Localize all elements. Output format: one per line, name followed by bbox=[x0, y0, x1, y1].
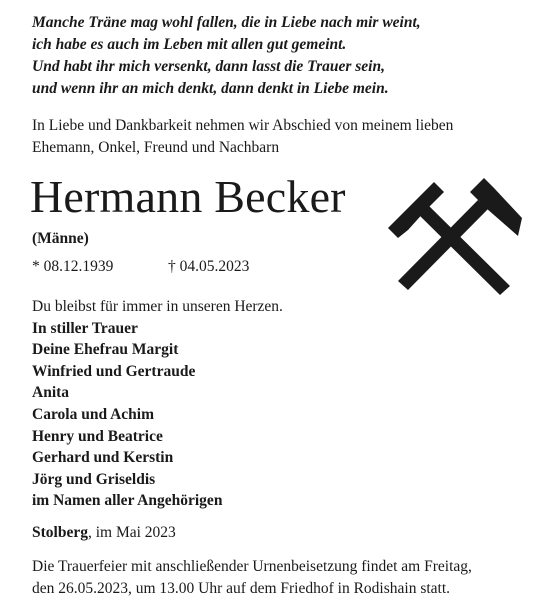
poem-line: und wenn ihr an mich denkt, dann denkt in Liebe mein. bbox=[32, 80, 389, 97]
place-city: Stolberg bbox=[32, 524, 88, 541]
ceremony-line: Die Trauerfeier mit anschließender Urnenbeisetzung findet am Freitag, bbox=[32, 558, 472, 575]
family-line: Winfried und Gertraude bbox=[32, 362, 196, 380]
place-date bbox=[32, 522, 176, 544]
family-line: Carola und Achim bbox=[32, 405, 155, 423]
family-list bbox=[32, 318, 532, 512]
family-line: Anita bbox=[32, 384, 70, 402]
life-dates bbox=[32, 256, 250, 278]
family-line: Gerhard und Kerstin bbox=[32, 449, 174, 467]
family-line: Jörg und Griseldis bbox=[32, 470, 156, 488]
poem-line: Manche Träne mag wohl fallen, die in Liebe nach mir weint, bbox=[32, 14, 421, 31]
death-date: † 04.05.2023 bbox=[168, 258, 250, 275]
crossed-hammers-icon bbox=[386, 178, 524, 298]
family-line: Henry und Beatrice bbox=[32, 427, 163, 445]
family-line: im Namen aller Angehörigen bbox=[32, 492, 223, 510]
poem-line: Und habt ihr mich versenkt, dann lasst die Trauer sein, bbox=[32, 58, 385, 75]
hammer-right bbox=[398, 178, 522, 290]
deceased-name: Hermann Becker bbox=[30, 171, 346, 222]
poem-line: ich habe es auch im Leben mit allen gut gemeint. bbox=[32, 36, 347, 53]
ceremony-info bbox=[32, 556, 542, 600]
ceremony-line: den 26.05.2023, um 13.00 Uhr auf dem Friedhof in Rodishain statt. bbox=[32, 580, 451, 597]
mourners-lead: Du bleibst für immer in unseren Herzen. bbox=[32, 298, 283, 315]
birth-date: * 08.12.1939 bbox=[32, 258, 114, 275]
family-line: In stiller Trauer bbox=[32, 319, 138, 337]
family-line: Deine Ehefrau Margit bbox=[32, 341, 179, 359]
poem bbox=[32, 12, 532, 100]
mourners bbox=[32, 296, 532, 512]
place-month: , im Mai 2023 bbox=[87, 524, 176, 541]
intro-text bbox=[32, 115, 532, 159]
intro-line: Ehemann, Onkel, Freund und Nachbarn bbox=[32, 139, 280, 156]
intro-line: In Liebe und Dankbarkeit nehmen wir Abschied von meinem lieben bbox=[32, 117, 454, 134]
deceased-nickname: (Männe) bbox=[32, 230, 89, 247]
